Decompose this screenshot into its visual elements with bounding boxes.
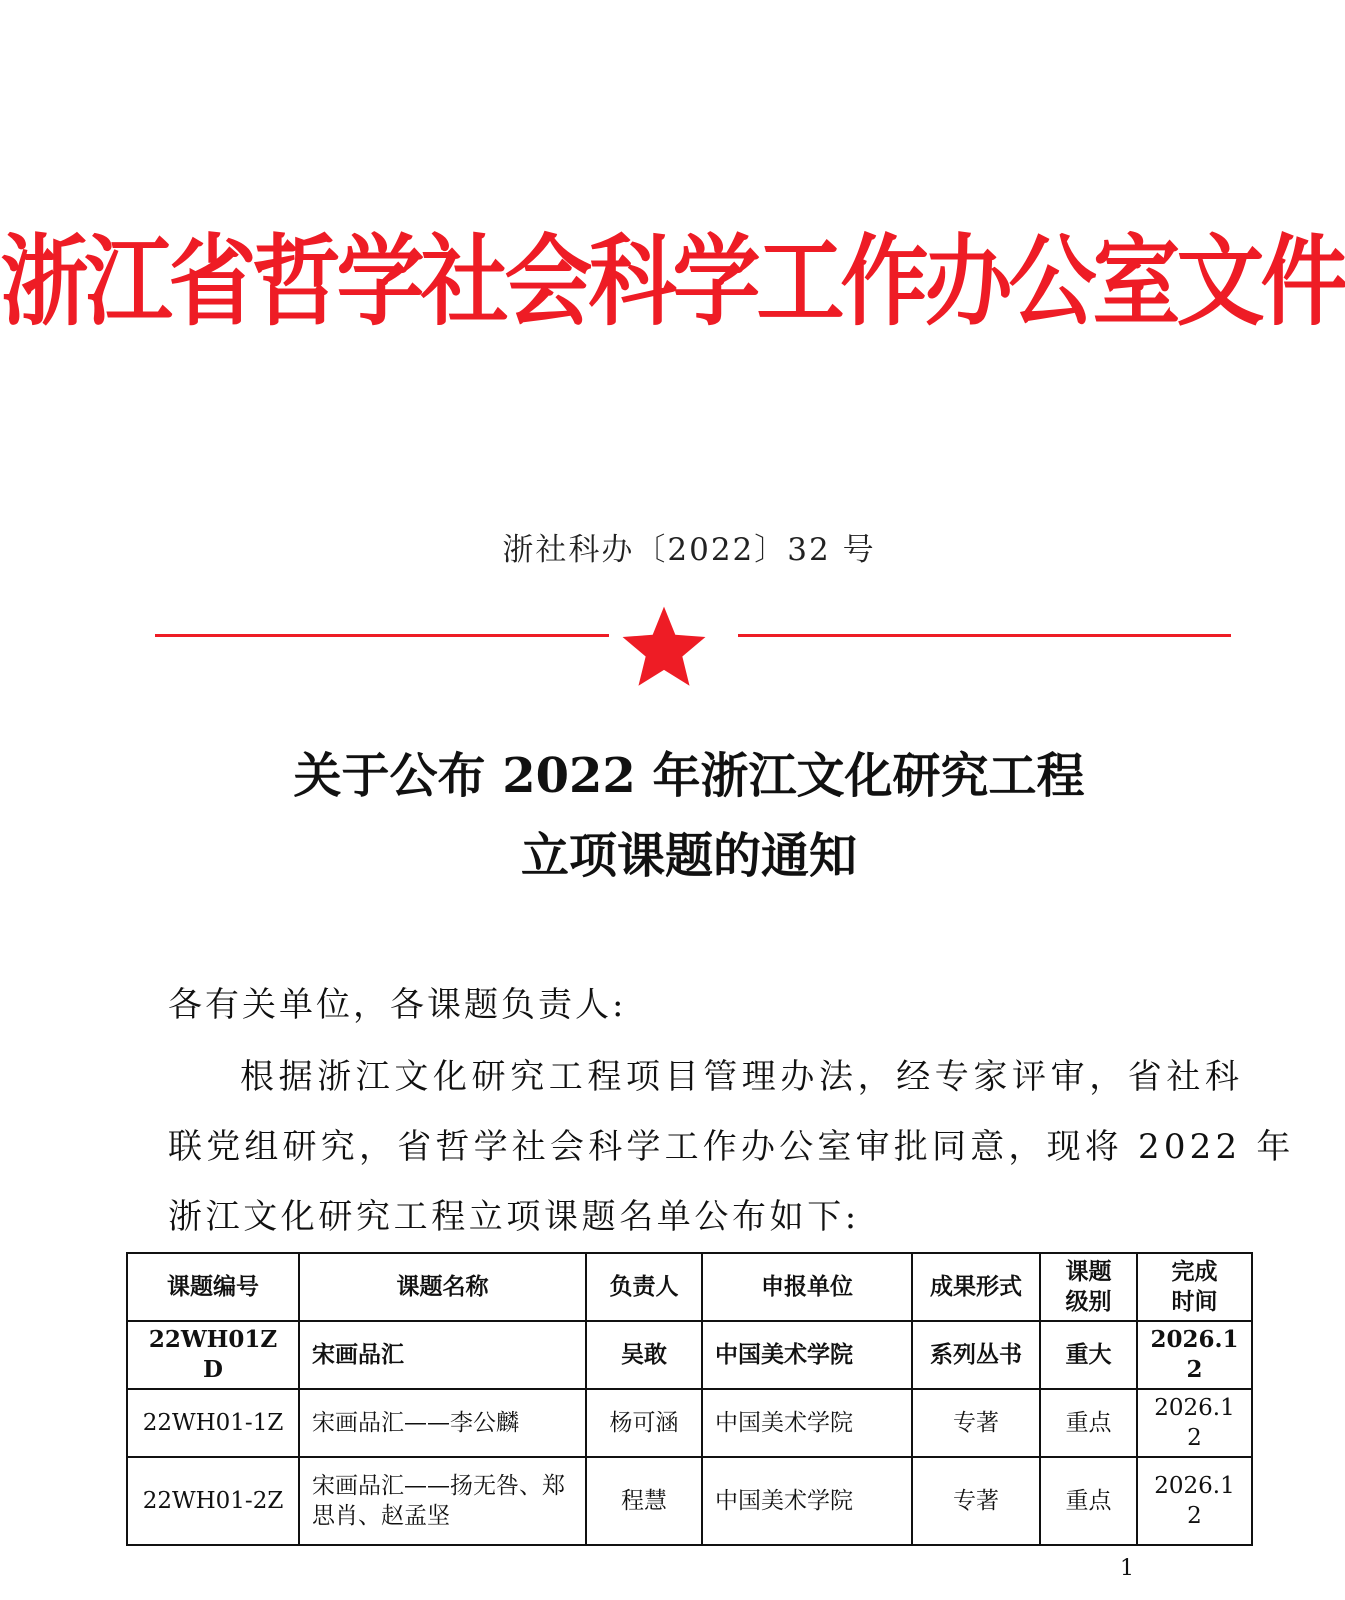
header-level xyxy=(1040,1253,1137,1321)
cell-code: 22WH01-2Z xyxy=(127,1457,299,1545)
cell-time: 2026.12 xyxy=(1137,1321,1252,1389)
document-number: 浙社科办〔2022〕32 号 xyxy=(502,532,876,568)
cell-level: 重点 xyxy=(1040,1389,1137,1457)
cell-level: 重大 xyxy=(1040,1321,1137,1389)
header-time-line-2: 时间 xyxy=(1171,1288,1218,1315)
header-unit: 申报单位 xyxy=(702,1253,912,1321)
cell-name: 宋画品汇——李公麟 xyxy=(299,1389,586,1457)
cell-form: 专著 xyxy=(912,1389,1040,1457)
cell-name: 宋画品汇——扬无咎、郑思肖、赵孟坚 xyxy=(299,1457,586,1545)
header-level-line-2: 级别 xyxy=(1065,1288,1112,1315)
cell-name: 宋画品汇 xyxy=(299,1321,586,1389)
table-row xyxy=(127,1457,1252,1545)
cell-unit: 中国美术学院 xyxy=(702,1321,912,1389)
red-star-icon xyxy=(616,599,712,695)
cell-time: 2026.12 xyxy=(1137,1389,1252,1457)
cell-unit: 中国美术学院 xyxy=(702,1389,912,1457)
body-paragraph-line: 联党组研究，省哲学社会科学工作办公室审批同意，现将 2022 年 xyxy=(168,1127,1295,1167)
body-paragraph-line: 浙江文化研究工程立项课题名单公布如下: xyxy=(168,1197,860,1237)
cell-form: 系列丛书 xyxy=(912,1321,1040,1389)
document-title-line-2: 立项课题的通知 xyxy=(520,828,857,884)
table-row xyxy=(127,1321,1252,1389)
cell-leader: 吴敢 xyxy=(586,1321,702,1389)
header-form: 成果形式 xyxy=(912,1253,1040,1321)
salutation: 各有关单位，各课题负责人: xyxy=(168,985,627,1025)
table-header-row xyxy=(127,1253,1252,1321)
document-title-line-1: 关于公布 2022 年浙江文化研究工程 xyxy=(293,748,1085,804)
header-time xyxy=(1137,1253,1252,1321)
cell-unit: 中国美术学院 xyxy=(702,1457,912,1545)
document-masthead: 浙江省哲学社会科学工作办公室文件 xyxy=(0,223,1345,340)
cell-form: 专著 xyxy=(912,1457,1040,1545)
cell-code: 22WH01-1Z xyxy=(127,1389,299,1457)
header-leader: 负责人 xyxy=(586,1253,702,1321)
header-name: 课题名称 xyxy=(299,1253,586,1321)
header-time-line-1: 完成 xyxy=(1171,1258,1218,1285)
page-number: 1 xyxy=(1120,1556,1134,1581)
header-code: 课题编号 xyxy=(127,1253,299,1321)
cell-leader: 杨可涵 xyxy=(586,1389,702,1457)
red-rule-left xyxy=(155,634,609,637)
table-row xyxy=(127,1389,1252,1457)
header-level-line-1: 课题 xyxy=(1065,1258,1112,1285)
cell-code: 22WH01ZD xyxy=(127,1321,299,1389)
cell-time: 2026.12 xyxy=(1137,1457,1252,1545)
red-rule-right xyxy=(738,634,1231,637)
body-paragraph-line: 根据浙江文化研究工程项目管理办法，经专家评审，省社科 xyxy=(240,1057,1244,1097)
cell-level: 重点 xyxy=(1040,1457,1137,1545)
cell-leader: 程慧 xyxy=(586,1457,702,1545)
project-table xyxy=(126,1252,1253,1546)
